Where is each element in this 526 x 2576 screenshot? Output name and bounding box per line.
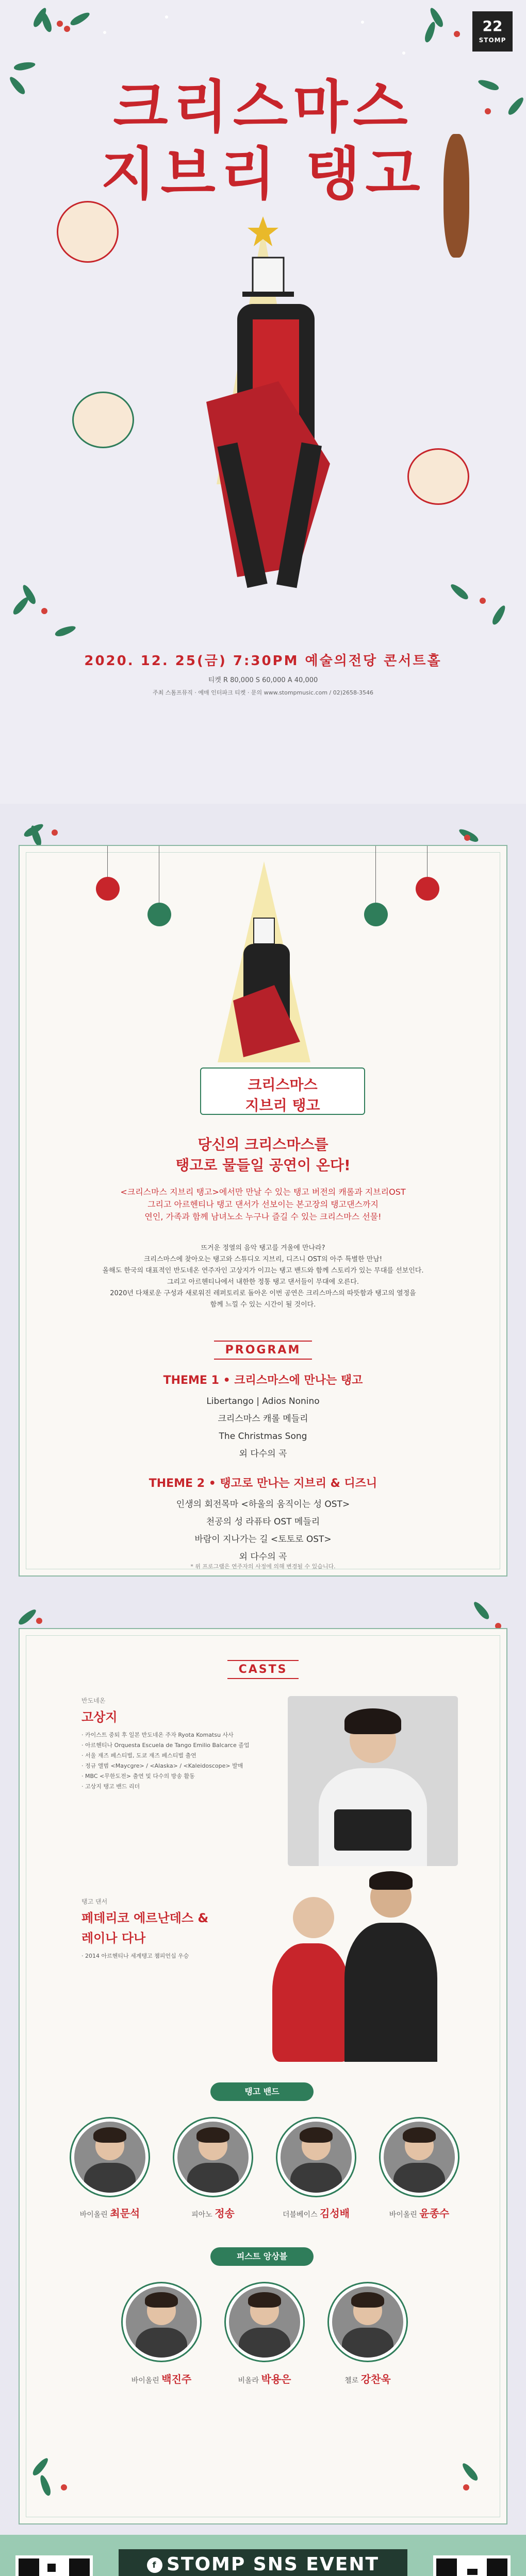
intro-body xyxy=(51,1243,475,1311)
cast-bio-line: · 카이스트 중퇴 후 일본 반도네온 주자 Ryota Komatsu 사사 xyxy=(81,1732,234,1738)
sns-title-text: STOMP SNS EVENT xyxy=(166,2554,380,2575)
intro-ribbon xyxy=(200,1067,365,1115)
program-item: 인생의 회전목마 <하울의 움직이는 성 OST> xyxy=(176,1499,350,1510)
casts-header-text: CASTS xyxy=(227,1660,299,1679)
badge-number: 22 xyxy=(482,18,503,35)
cast-bio-line: · 고상지 탱고 밴드 리더 xyxy=(81,1783,140,1790)
ribbon-line2: 지브리 탱고 xyxy=(245,1097,320,1114)
band-member-photo xyxy=(174,2119,252,2196)
cast-dancer-name-line2: 레이나 다나 xyxy=(81,1931,146,1945)
facebook-icon: f xyxy=(147,2557,162,2573)
poster-info xyxy=(0,650,526,697)
cast-dancer xyxy=(81,1897,267,1961)
ornament-icon xyxy=(416,877,439,901)
intro-body-line: 올해도 한국의 대표적인 반도네온 연주자인 고상지가 이끄는 탱고 밴드와 함께 스토리가 있는 무대를 선보인다. xyxy=(102,1267,424,1275)
cast-bio-line: · 서울 재즈 페스티벌, 도쿄 재즈 페스티벌 출연 xyxy=(81,1752,196,1759)
guest-member-photo xyxy=(329,2283,406,2361)
qr-code-left[interactable] xyxy=(15,2555,93,2576)
guest-name: 백진주 xyxy=(161,2373,192,2385)
poster-section xyxy=(0,0,526,804)
child-violinist-illustration xyxy=(72,392,134,448)
guest-member-photo xyxy=(123,2283,200,2361)
band-name: 김성배 xyxy=(320,2207,350,2219)
ribbon-line1: 크리스마스 xyxy=(248,1076,318,1093)
band-member-photo xyxy=(277,2119,355,2196)
intro-sub-line2: 그리고 아르헨티나 탱고 댄서가 선보이는 본고장의 탱고댄스까지 xyxy=(147,1199,379,1209)
guest-member-label xyxy=(112,2371,210,2386)
program-note: * 위 프로그램은 연주자의 사정에 의해 변경될 수 있습니다. xyxy=(190,1563,336,1570)
ornament-icon xyxy=(96,877,120,901)
guest-title: 피스트 앙상블 xyxy=(210,2247,314,2266)
band-member-photo xyxy=(381,2119,458,2196)
cast-dancer-tag: 탱고 댄서 xyxy=(81,1898,108,1905)
band-member-label xyxy=(370,2205,468,2220)
program-item: 크리스마스 캐롤 메들리 xyxy=(218,1414,308,1424)
band-role: 바이올린 xyxy=(79,2211,108,2219)
intro-lead-line1: 당신의 크리스마스를 xyxy=(198,1136,328,1153)
poster-title-line2: 지브리 탱고 xyxy=(101,141,425,207)
intro-body-line: 그리고 아르헨티나에서 내한한 정통 탱고 댄서들이 무대에 오른다. xyxy=(167,1278,359,1286)
intro-sub xyxy=(20,1186,506,1223)
badge-label: STOMP xyxy=(479,37,506,44)
poster-date: 2020. 12. 25(금) 7:30PM 예술의전당 콘서트홀 xyxy=(84,653,442,669)
cast-bio-line: · 정규 앨범 <Maycgre> / <Alaska> / <Kaleidoscope> 발매 xyxy=(81,1762,243,1769)
bottom-garland xyxy=(0,515,526,649)
cast-lead-name: 고상지 xyxy=(81,1710,118,1724)
cast-dancer-name-line1: 페데리코 에르난데스 & xyxy=(81,1911,209,1925)
intro-body-line: 2020년 다채로운 구성과 새로워진 레퍼토리로 돌아온 이번 공연은 크리스마스의 따뜻함과 탱고의 열정을 xyxy=(110,1290,416,1297)
double-bass-illustration xyxy=(443,134,469,258)
theme2-title: THEME 2 • 탱고로 만나는 지브리 & 디즈니 xyxy=(149,1477,377,1490)
program-item: 천공의 성 라퓨타 OST 메들리 xyxy=(206,1517,320,1527)
guest-role: 비올라 xyxy=(238,2377,259,2385)
program-item: 바람이 지나가는 길 <토토로 OST> xyxy=(194,1534,332,1545)
intro-body-line: 함께 느낄 수 있는 시간이 될 것이다. xyxy=(210,1301,316,1309)
intro-body-line: 뜨거운 정열의 음악 탱고를 겨울에 만나라? xyxy=(201,1244,325,1252)
tree-dancers-small-illustration xyxy=(212,856,316,1062)
poster-host: 주최 스톰프뮤직 · 예매 인터파크 티켓 · 문의 www.stompmusic.com / 02)2658-3546 xyxy=(152,689,373,696)
intro-lead-line2: 탱고로 물들일 공연이 온다! xyxy=(175,1157,351,1174)
sns-title xyxy=(119,2549,407,2576)
intro-sub-line1: <크리스마스 지브리 탱고>에서만 만날 수 있는 탱고 버전의 캐롤과 지브리OST xyxy=(120,1187,406,1197)
band-title: 탱고 밴드 xyxy=(210,2082,314,2101)
program-theme1 xyxy=(20,1371,506,1463)
intro-program-panel xyxy=(19,845,507,1577)
program-item: The Christmas Song xyxy=(219,1431,307,1442)
guest-role: 바이올린 xyxy=(131,2377,159,2385)
bandoneon-icon xyxy=(334,1809,412,1851)
band-name: 정송 xyxy=(215,2207,235,2219)
theme1-title: THEME 1 • 크리스마스에 만나는 탱고 xyxy=(163,1374,363,1387)
guest-role: 첼로 xyxy=(344,2377,359,2385)
guest-member-label xyxy=(319,2371,417,2386)
band-role: 피아노 xyxy=(191,2211,212,2219)
band-member-label xyxy=(61,2205,159,2220)
poster-ticket: 티켓 R 80,000 S 60,000 A 40,000 xyxy=(208,676,318,684)
qr-code-right[interactable] xyxy=(433,2555,511,2576)
guest-member-label xyxy=(216,2371,314,2386)
guest-name: 강찬욱 xyxy=(360,2373,391,2385)
program-theme2 xyxy=(20,1475,506,1566)
cast-bio-line: · MBC <무한도전> 출연 및 다수의 방송 활동 xyxy=(81,1773,195,1780)
guest-member-photo xyxy=(226,2283,303,2361)
program-header-text: PROGRAM xyxy=(214,1341,313,1360)
band-name: 윤종수 xyxy=(419,2207,450,2219)
program-item: 외 다수의 곡 xyxy=(239,1449,287,1459)
cast-lead-tag: 반도네온 xyxy=(81,1697,106,1704)
intro-lead xyxy=(20,1134,506,1176)
child-piano-illustration xyxy=(407,448,469,505)
bandoneon-player-photo xyxy=(288,1696,458,1866)
program-header xyxy=(20,1341,506,1360)
band-member-photo xyxy=(71,2119,149,2196)
ornament-icon xyxy=(364,903,388,926)
intro-sub-line3: 연인, 가족과 함께 남녀노소 누구나 즐길 수 있는 크리스마스 선물! xyxy=(144,1212,382,1222)
cast-dancer-bio: · 2014 아르헨티나 세계탱고 챔피언십 우승 xyxy=(81,1953,189,1959)
casts-header xyxy=(20,1660,506,1679)
band-name: 최문석 xyxy=(110,2207,140,2219)
ornament-icon xyxy=(147,903,171,926)
cast-bio-line: · 아르헨티나 Orquesta Escuela de Tango Emilio Balcarce 졸업 xyxy=(81,1742,250,1749)
tango-dancers-photo xyxy=(252,1866,468,2062)
anniversary-badge xyxy=(472,11,513,52)
sns-event-section xyxy=(0,2535,526,2576)
poster-title-line1: 크리스마스 xyxy=(113,74,413,140)
angel-accordion-illustration xyxy=(57,201,119,263)
band-member-label xyxy=(267,2205,365,2220)
guest-name: 박용은 xyxy=(261,2373,291,2385)
program-item: Libertango | Adios Nonino xyxy=(206,1396,320,1406)
cast-lead xyxy=(81,1696,267,1792)
intro-body-line: 크리스마스에 찾아오는 탱고와 스튜디오 지브리, 디즈니 OST의 아주 특별한 만남! xyxy=(143,1256,383,1263)
band-member-label xyxy=(164,2205,262,2220)
band-role: 더블베이스 xyxy=(282,2211,318,2219)
casts-panel xyxy=(19,1628,507,2524)
program-item: 외 다수의 곡 xyxy=(239,1552,287,1562)
band-role: 바이올린 xyxy=(389,2211,417,2219)
